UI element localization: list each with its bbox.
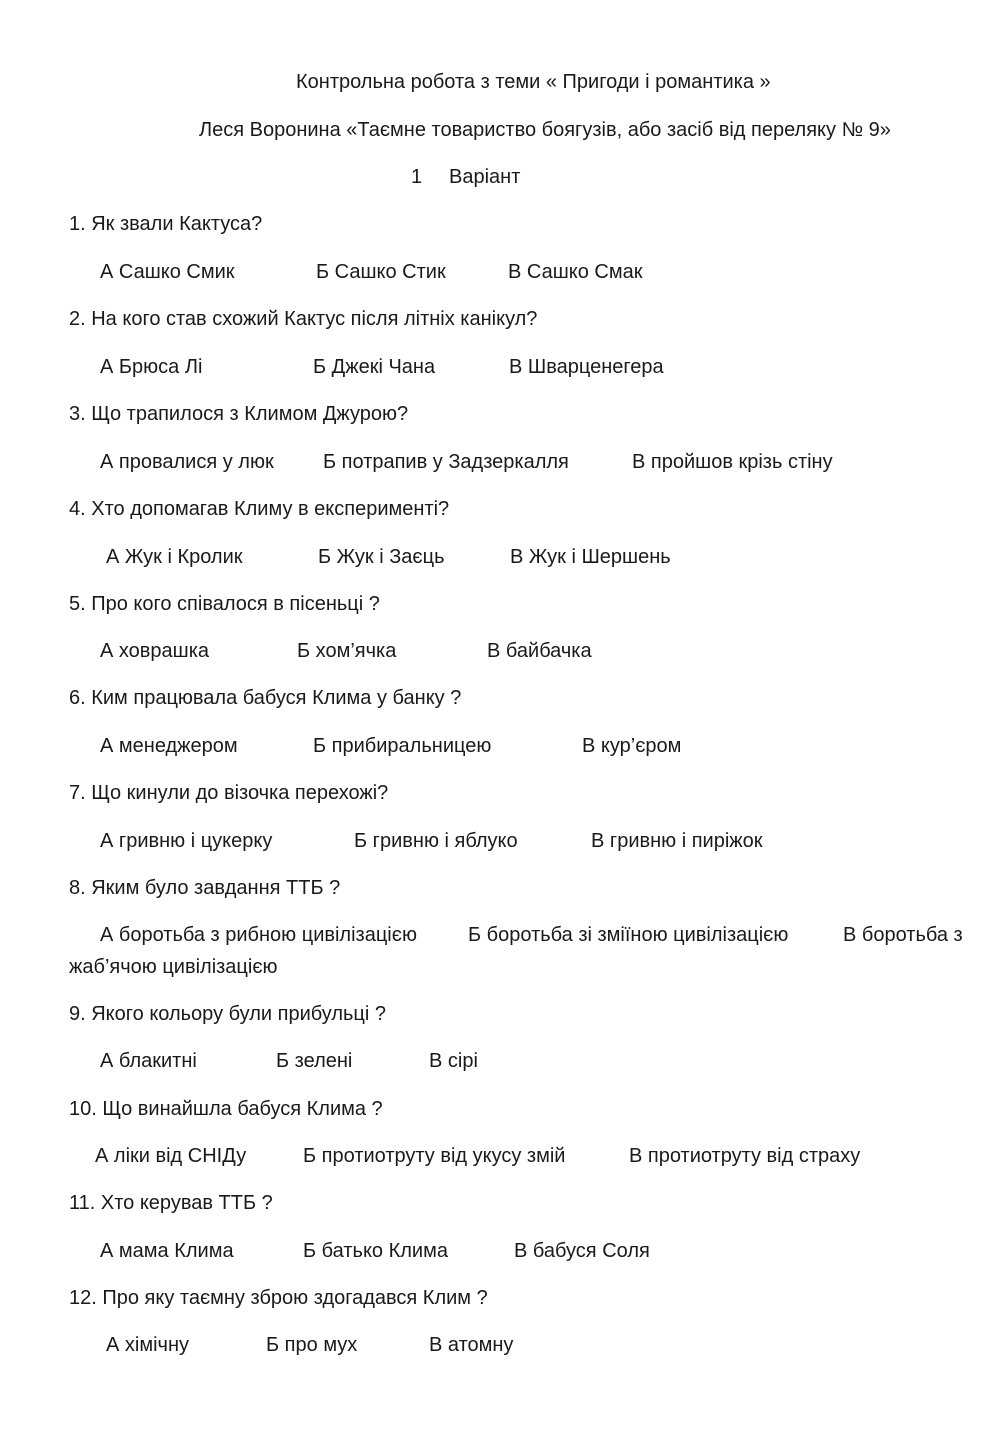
q7-option-a: А гривню і цукерку xyxy=(100,830,273,852)
question-9: 9. Якого кольору були прибульці ? xyxy=(69,1003,386,1025)
question-10: 10. Що винайшла бабуся Клима ? xyxy=(69,1098,383,1120)
question-4: 4. Хто допомагав Климу в експерименті? xyxy=(69,498,450,520)
q2-option-a: А Брюса Лі xyxy=(100,356,203,378)
question-6: 6. Ким працювала бабуся Клима у банку ? xyxy=(69,687,462,709)
question-7: 7. Що кинули до візочка перехожі? xyxy=(69,782,389,804)
q1-option-b: Б Сашко Стик xyxy=(316,261,446,283)
question-12: 12. Про яку таємну зброю здогадався Клим ? xyxy=(69,1287,488,1309)
q4-option-a: А Жук і Кролик xyxy=(106,546,243,568)
q5-option-c: В байбачка xyxy=(487,640,592,662)
q8-option-c-continued: жаб’ячою цивілізацією xyxy=(69,956,278,978)
q10-option-c: В протиотруту від страху xyxy=(629,1145,861,1167)
q10-option-b: Б протиотруту від укусу змій xyxy=(303,1145,566,1167)
q4-option-b: Б Жук і Заєць xyxy=(318,546,445,568)
q8-option-c: В боротьба з xyxy=(843,924,963,946)
q9-option-c: В сірі xyxy=(429,1050,478,1072)
q5-option-a: А ховрашка xyxy=(100,640,210,662)
question-8: 8. Яким було завдання ТТБ ? xyxy=(69,877,341,899)
q6-option-a: А менеджером xyxy=(100,735,238,757)
q2-option-c: В Шварценегера xyxy=(509,356,664,378)
q6-option-b: Б прибиральницею xyxy=(313,735,492,757)
q7-option-b: Б гривню і яблуко xyxy=(354,830,518,852)
variant-label: Варіант xyxy=(449,166,521,188)
question-11: 11. Хто керував ТТБ ? xyxy=(69,1192,273,1214)
question-2: 2. На кого став схожий Кактус після літніх канікул? xyxy=(69,308,538,330)
q12-option-a: А хімічну xyxy=(106,1334,189,1356)
q2-option-b: Б Джекі Чана xyxy=(313,356,436,378)
q3-option-b: Б потрапив у Задзеркалля xyxy=(323,451,569,473)
q3-option-a: А провалися у люк xyxy=(100,451,274,473)
variant-number: 1 xyxy=(411,166,423,188)
q7-option-c: В гривню і пиріжок xyxy=(591,830,763,852)
q12-option-c: В атомну xyxy=(429,1334,514,1356)
q10-option-a: А ліки від СНІДу xyxy=(95,1145,247,1167)
q4-option-c: В Жук і Шершень xyxy=(510,546,671,568)
q11-option-c: В бабуся Соля xyxy=(514,1240,650,1262)
question-3: 3. Що трапилося з Климом Джурою? xyxy=(69,403,409,425)
question-5: 5. Про кого співалося в пісеньці ? xyxy=(69,593,380,615)
q11-option-b: Б батько Клима xyxy=(303,1240,448,1262)
q1-option-c: В Сашко Смак xyxy=(508,261,643,283)
q9-option-b: Б зелені xyxy=(276,1050,353,1072)
q8-option-b: Б боротьба зі зміїною цивілізацією xyxy=(468,924,789,946)
q8-option-a: А боротьба з рибною цивілізацією xyxy=(100,924,417,946)
q1-option-a: А Сашко Смик xyxy=(100,261,235,283)
q5-option-b: Б хом’ячка xyxy=(297,640,397,662)
q11-option-a: А мама Клима xyxy=(100,1240,234,1262)
q9-option-a: А блакитні xyxy=(100,1050,197,1072)
title: Контрольна робота з теми « Пригоди і романтика » xyxy=(296,71,771,93)
subtitle: Леся Воронина «Таємне товариство боягузів, або засіб від переляку № 9» xyxy=(199,119,891,141)
question-1: 1. Як звали Кактуса? xyxy=(69,213,263,235)
q12-option-b: Б про мух xyxy=(266,1334,358,1356)
q6-option-c: В кур’єром xyxy=(582,735,682,757)
q3-option-c: В пройшов крізь стіну xyxy=(632,451,833,473)
